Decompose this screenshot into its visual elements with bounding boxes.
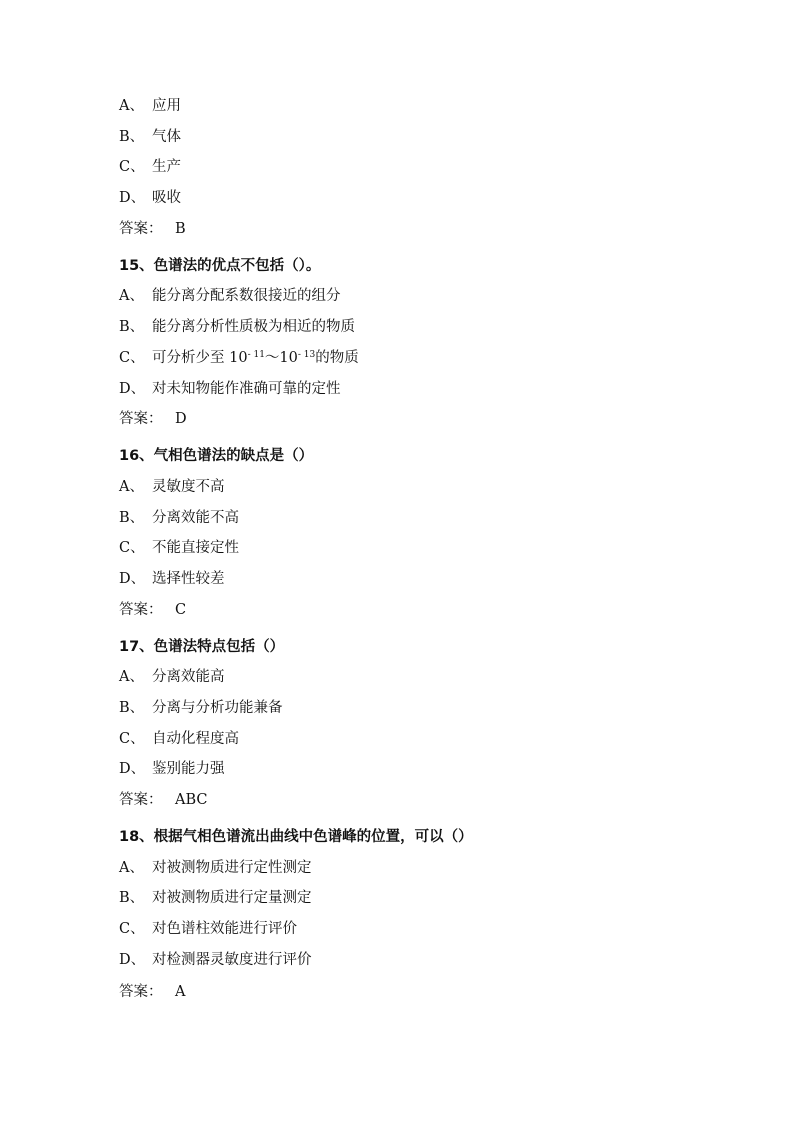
option-letter: D、 [119, 190, 146, 206]
option-letter: A、 [119, 860, 144, 876]
option-letter: C、 [119, 350, 145, 366]
option-b [119, 886, 312, 910]
exponent: - 11 [247, 350, 265, 360]
answer-label: 答案： [119, 221, 163, 237]
option-text: 生产 [152, 159, 181, 175]
option-c [119, 727, 239, 751]
answer-line [119, 980, 185, 1004]
option-text: 能分离分配系数很接近的组分 [152, 288, 341, 304]
option-d [119, 186, 181, 210]
option-b [119, 696, 283, 720]
option-c [119, 155, 181, 179]
option-letter: A、 [119, 479, 144, 495]
option-text: 对检测器灵敏度进行评价 [152, 952, 312, 968]
option-c [119, 536, 239, 560]
option-b [119, 125, 181, 149]
option-letter: C、 [119, 540, 145, 556]
option-c [119, 346, 359, 370]
option-d [119, 948, 312, 972]
option-text-pre: 可分析少至 10 [152, 350, 248, 366]
option-letter: D、 [119, 381, 146, 397]
option-b [119, 506, 239, 530]
answer-line [119, 217, 186, 241]
option-d [119, 567, 225, 591]
option-letter: B、 [119, 319, 145, 335]
option-b [119, 315, 355, 339]
option-text: 选择性较差 [152, 571, 225, 587]
option-text: 对被测物质进行定性测定 [152, 860, 312, 876]
option-letter: C、 [119, 921, 145, 937]
answer-value: C [175, 602, 187, 618]
option-text: 自动化程度高 [152, 731, 239, 747]
option-letter: B、 [119, 129, 145, 145]
option-text: 应用 [152, 98, 181, 114]
option-text: 吸收 [152, 190, 181, 206]
option-text-post: 的物质 [315, 350, 359, 366]
answer-label: 答案： [119, 602, 163, 618]
option-text: 分离效能高 [152, 669, 225, 685]
option-text: 不能直接定性 [152, 540, 239, 556]
exponent: - 13 [297, 350, 316, 360]
option-letter: C、 [119, 731, 145, 747]
option-letter: A、 [119, 669, 144, 685]
option-d [119, 757, 225, 781]
option-text-mid: ～10 [264, 350, 298, 366]
option-text: 气体 [152, 129, 181, 145]
question-17-title: 17、色谱法特点包括（） [119, 639, 285, 655]
option-letter: A、 [119, 98, 144, 114]
option-a [119, 284, 341, 308]
answer-value: ABC [175, 792, 208, 808]
answer-value: B [175, 221, 186, 237]
answer-line [119, 788, 208, 812]
option-text: 对色谱柱效能进行评价 [152, 921, 297, 937]
option-a [119, 475, 225, 499]
option-letter: D、 [119, 571, 146, 587]
question-15-title: 15、色谱法的优点不包括（）。 [119, 258, 321, 274]
option-letter: A、 [119, 288, 144, 304]
option-a [119, 665, 225, 689]
option-text: 分离与分析功能兼备 [152, 700, 283, 716]
option-d [119, 377, 341, 401]
option-text: 鉴别能力强 [152, 761, 225, 777]
option-letter: B、 [119, 890, 145, 906]
option-letter: D、 [119, 761, 146, 777]
answer-label: 答案： [119, 411, 163, 427]
answer-value: D [175, 411, 187, 427]
answer-line [119, 598, 186, 622]
answer-label: 答案： [119, 984, 163, 1000]
option-letter: B、 [119, 510, 145, 526]
option-letter: C、 [119, 159, 145, 175]
option-a [119, 94, 181, 118]
option-a [119, 856, 312, 880]
answer-label: 答案： [119, 792, 163, 808]
option-letter: B、 [119, 700, 145, 716]
option-text: 对未知物能作准确可靠的定性 [152, 381, 341, 397]
option-text: 分离效能不高 [152, 510, 239, 526]
answer-line [119, 407, 187, 431]
option-letter: D、 [119, 952, 146, 968]
answer-value: A [175, 984, 186, 1000]
option-text: 灵敏度不高 [152, 479, 225, 495]
question-16-title: 16、气相色谱法的缺点是（） [119, 448, 314, 464]
option-text: 能分离分析性质极为相近的物质 [152, 319, 355, 335]
question-18-title: 18、根据气相色谱流出曲线中色谱峰的位置，可以（） [119, 829, 473, 845]
option-c [119, 917, 297, 941]
option-text: 对被测物质进行定量测定 [152, 890, 312, 906]
